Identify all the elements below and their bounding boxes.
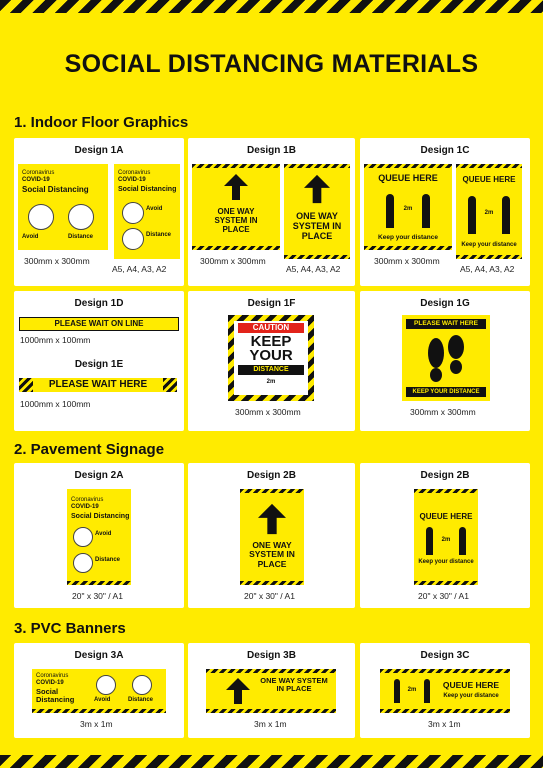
design-1d-size: 1000mm x 100mm: [20, 335, 91, 345]
person-icon: [459, 527, 466, 555]
design-1c-size-2: A5, A4, A3, A2: [460, 264, 515, 274]
design-1a-card: [14, 138, 184, 286]
up-arrow-icon: [258, 503, 286, 535]
design-2b-queue-title: Design 2B: [420, 470, 470, 481]
design-2b-size: 20" x 30" / A1: [244, 591, 295, 601]
design-2a-size: 20" x 30" / A1: [72, 591, 123, 601]
sign-one-way-text: ONE WAY SYSTEM IN PLACE: [260, 676, 328, 694]
design-3c-card: [360, 643, 530, 738]
design-1c-portrait-sign: [456, 164, 522, 259]
design-1d-strip: PLEASE WAIT ON LINE: [19, 317, 179, 331]
design-2a-sign: [67, 489, 131, 585]
sign-social-distancing-text: Social Distancing: [71, 513, 130, 520]
design-1b-card: [188, 138, 355, 286]
sign-social-distancing-text: Social Distancing: [118, 186, 177, 193]
design-3a-title: Design 3A: [74, 650, 124, 661]
design-1f-size: 300mm x 300mm: [235, 407, 301, 417]
design-1e-size: 1000mm x 100mm: [20, 399, 91, 409]
design-1b-portrait-sign: [284, 164, 350, 259]
person-icon: [422, 194, 430, 228]
sign-distance-text: Distance: [128, 697, 154, 703]
sign-please-wait-here-text: PLEASE WAIT HERE: [406, 319, 486, 329]
sign-coronavirus-text: Coronavirus: [36, 673, 69, 679]
sign-queue-here-text: QUEUE HERE: [442, 680, 500, 690]
handshake-icon: [73, 527, 93, 547]
design-1g-size: 300mm x 300mm: [410, 407, 476, 417]
design-3c-banner: [380, 669, 510, 713]
sign-covid-text: COVID-19: [118, 177, 146, 183]
sign-keep-your-distance-text: KEEP YOUR DISTANCE: [406, 387, 486, 397]
design-3a-size: 3m x 1m: [80, 719, 113, 729]
person-icon: [502, 196, 510, 234]
up-arrow-icon: [224, 174, 248, 200]
design-1b-title: Design 1B: [247, 145, 296, 156]
up-arrow-icon: [304, 174, 330, 204]
design-3b-size: 3m x 1m: [254, 719, 287, 729]
design-3c-size: 3m x 1m: [428, 719, 461, 729]
design-1b-size-2: A5, A4, A3, A2: [286, 264, 341, 274]
sign-please-wait-here-text: PLEASE WAIT HERE: [48, 379, 148, 390]
sign-2m-text: 2m: [484, 210, 494, 216]
design-3c-title: Design 3C: [420, 650, 470, 661]
design-1a-size-2: A5, A4, A3, A2: [112, 264, 167, 274]
design-1c-title: Design 1C: [420, 145, 470, 156]
sign-keep-distance-text: Keep your distance: [378, 234, 438, 241]
section-heading-pavement: 2. Pavement Signage: [14, 441, 165, 458]
sign-avoid-text: Avoid: [146, 206, 163, 212]
sign-2m-text: 2m: [266, 379, 276, 385]
design-1b-size-1: 300mm x 300mm: [200, 256, 266, 266]
sign-your-text: YOUR: [249, 347, 293, 364]
handshake-icon: [122, 202, 144, 224]
sign-keep-text: KEEP: [250, 333, 292, 350]
design-1e-title: Design 1E: [74, 359, 124, 370]
design-1e-strip: [19, 378, 177, 392]
people-distance-icon: [73, 553, 93, 573]
sign-covid-text: COVID-19: [36, 680, 64, 686]
sign-covid-text: COVID-19: [71, 504, 99, 510]
page-title: SOCIAL DISTANCING MATERIALS: [64, 50, 479, 78]
section-heading-banners: 3. PVC Banners: [14, 620, 126, 637]
footprints-icon: [424, 335, 468, 385]
design-1d-title: Design 1D: [74, 298, 124, 309]
bottom-hazard-stripe: [0, 755, 543, 768]
people-distance-icon: [132, 675, 152, 695]
sign-coronavirus-text: Coronavirus: [118, 170, 151, 176]
sign-avoid-text: Avoid: [95, 531, 112, 537]
sign-distance-text: Distance: [95, 557, 121, 563]
section-heading-indoor: 1. Indoor Floor Graphics: [14, 114, 189, 131]
design-1c-card: [360, 138, 530, 286]
sign-one-way-text: ONE WAY SYSTEM IN PLACE: [214, 207, 258, 234]
sign-coronavirus-text: Coronavirus: [71, 497, 104, 503]
design-1d-1e-card: [14, 291, 184, 431]
sign-keep-distance-text: Keep your distance: [418, 559, 474, 565]
sign-keep-distance-text: Keep your distance: [461, 242, 517, 248]
person-icon: [424, 679, 430, 703]
design-1a-size-1: 300mm x 300mm: [24, 256, 90, 266]
design-1a-title: Design 1A: [74, 145, 124, 156]
people-distance-icon: [122, 228, 144, 250]
sign-distance-text: Distance: [68, 234, 94, 240]
design-1c-square-sign: [364, 164, 452, 250]
design-1c-size-1: 300mm x 300mm: [374, 256, 440, 266]
people-distance-icon: [68, 204, 94, 230]
sign-avoid-text: Avoid: [94, 697, 111, 703]
design-1a-portrait-sign: [114, 164, 180, 259]
sign-covid-text: COVID-19: [22, 177, 50, 183]
handshake-icon: [28, 204, 54, 230]
design-3b-card: [188, 643, 355, 738]
sign-queue-here-text: QUEUE HERE: [419, 512, 473, 521]
design-2a-title: Design 2A: [74, 470, 124, 481]
design-3a-banner: [32, 669, 166, 713]
sign-coronavirus-text: Coronavirus: [22, 170, 55, 176]
design-2b-queue-size: 20" x 30" / A1: [418, 591, 469, 601]
sign-caution-text: CAUTION: [238, 323, 304, 333]
sign-2m-text: 2m: [407, 687, 417, 693]
sign-social-distancing-text: Social Distancing: [22, 185, 89, 194]
sign-social-distancing-text: Social Distancing: [36, 687, 75, 705]
sign-keep-distance-text: Keep your distance: [443, 693, 499, 699]
design-2b-queue-card: [360, 463, 530, 608]
design-1f-card: [188, 291, 355, 431]
sign-distance-caps-text: DISTANCE: [238, 365, 304, 375]
design-3b-title: Design 3B: [247, 650, 296, 661]
sign-queue-here-text: QUEUE HERE: [378, 173, 438, 183]
design-1g-sign: [402, 315, 490, 401]
design-1g-title: Design 1G: [420, 298, 470, 309]
design-3a-card: [14, 643, 184, 738]
sign-one-way-text: ONE WAY SYSTEM IN PLACE: [292, 211, 342, 241]
sign-2m-text: 2m: [441, 537, 451, 543]
design-2b-title: Design 2B: [247, 470, 296, 481]
design-1a-square-sign: [18, 164, 108, 250]
design-1f-sign: [228, 315, 314, 401]
sign-avoid-text: Avoid: [22, 234, 39, 240]
design-2a-card: [14, 463, 184, 608]
up-arrow-icon: [226, 677, 250, 705]
sign-queue-here-text: QUEUE HERE: [462, 175, 516, 184]
top-hazard-stripe: [0, 0, 543, 13]
handshake-icon: [96, 675, 116, 695]
design-1g-card: [360, 291, 530, 431]
design-2b-card: [188, 463, 355, 608]
design-2b-sign: [240, 489, 304, 585]
design-1f-title: Design 1F: [247, 298, 296, 309]
design-3b-banner: [206, 669, 336, 713]
design-1b-square-sign: [192, 164, 280, 250]
sign-distance-text: Distance: [146, 232, 172, 238]
sign-one-way-text: ONE WAY SYSTEM IN PLACE: [249, 540, 295, 569]
sign-2m-text: 2m: [403, 206, 413, 212]
design-2b-queue-sign: [414, 489, 478, 585]
